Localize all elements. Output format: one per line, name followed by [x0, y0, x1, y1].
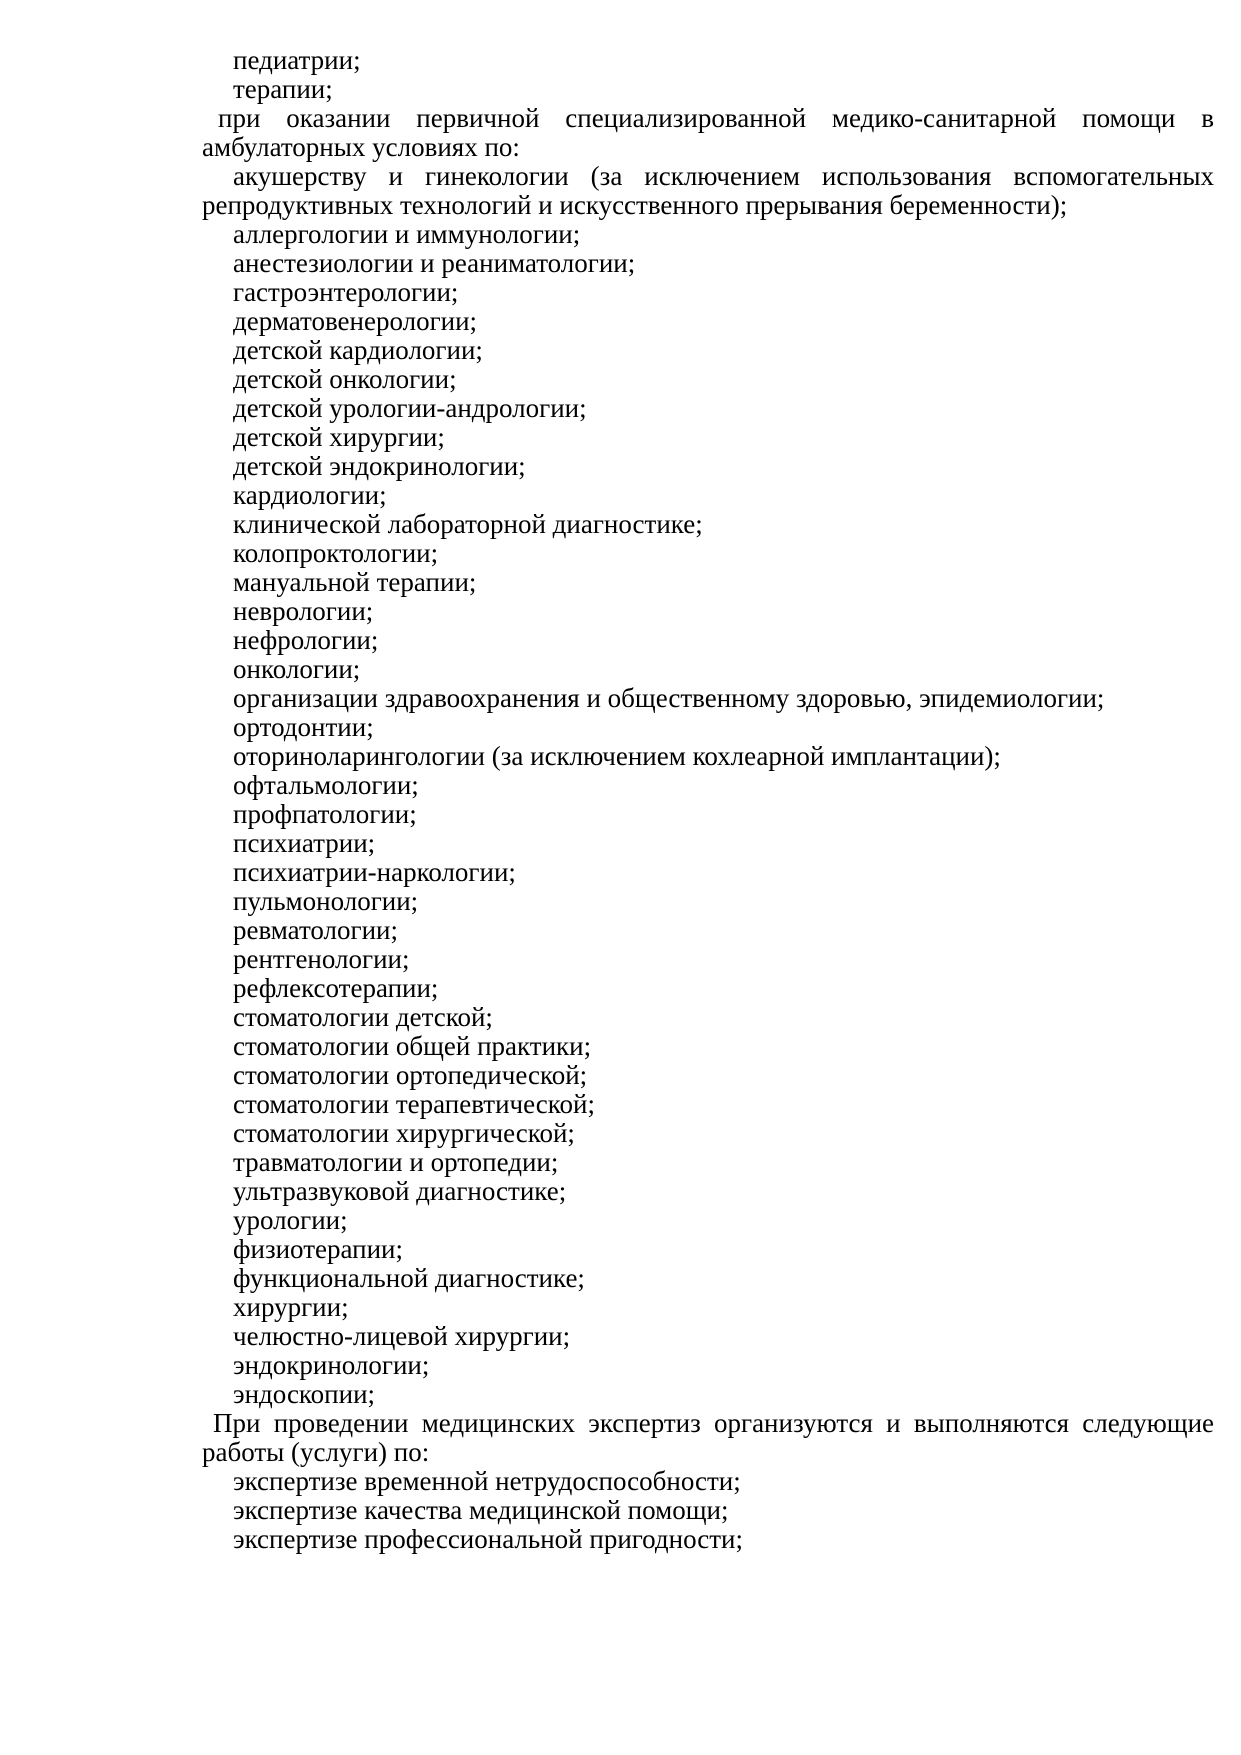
text-line: детской хирургии;	[233, 422, 445, 452]
text-line: терапии;	[233, 74, 333, 104]
text-line: педиатрии;	[233, 45, 361, 75]
text-line: неврологии;	[233, 596, 374, 626]
text-line: хирургии;	[233, 1292, 349, 1322]
text-line: детской эндокринологии;	[233, 451, 526, 481]
text-line: колопроктологии;	[233, 538, 439, 568]
text-line: психиатрии-наркологии;	[233, 857, 516, 887]
text-line: анестезиологии и реаниматологии;	[233, 248, 636, 278]
text-line: стоматологии ортопедической;	[233, 1060, 588, 1090]
text-line: детской урологии-андрологии;	[233, 393, 587, 423]
text-line: психиатрии;	[233, 828, 376, 858]
text-line: функциональной диагностике;	[233, 1263, 585, 1293]
text-line: при оказании первичной специализированной медико-санитарной помощи в	[218, 103, 1214, 133]
text-line: стоматологии детской;	[233, 1002, 493, 1032]
text-line: ортодонтии;	[233, 712, 374, 742]
text-line: амбулаторных условиях по:	[202, 132, 520, 162]
document-lines	[202, 46, 1214, 1554]
text-line: рефлексотерапии;	[233, 973, 439, 1003]
text-line: пульмонологии;	[233, 886, 419, 916]
text-line: кардиологии;	[233, 480, 387, 510]
text-line: детской кардиологии;	[233, 335, 483, 365]
text-line: ревматологии;	[233, 915, 398, 945]
text-line: оториноларингологии (за исключением кохлеарной имплантации);	[233, 741, 1001, 771]
text-line: офтальмологии;	[233, 770, 419, 800]
text-line: ультразвуковой диагностике;	[233, 1176, 567, 1206]
text-line: онкологии;	[233, 654, 361, 684]
text-line: клинической лабораторной диагностике;	[233, 509, 703, 539]
text-line: рентгенологии;	[233, 944, 410, 974]
text-line: дерматовенерологии;	[233, 306, 478, 336]
text-line: профпатологии;	[233, 799, 417, 829]
text-line: организации здравоохранения и общественному здоровью, эпидемиологии;	[233, 683, 1105, 713]
text-line: урологии;	[233, 1205, 348, 1235]
text-line: эндокринологии;	[233, 1350, 430, 1380]
text-line: стоматологии хирургической;	[233, 1118, 575, 1148]
text-line: экспертизе качества медицинской помощи;	[233, 1495, 729, 1525]
text-line: аллергологии и иммунологии;	[233, 219, 581, 249]
text-line: стоматологии общей практики;	[233, 1031, 592, 1061]
text-line: челюстно-лицевой хирургии;	[233, 1321, 571, 1351]
text-line: экспертизе профессиональной пригодности;	[233, 1524, 743, 1554]
text-line: мануальной терапии;	[233, 567, 477, 597]
text-line: нефрологии;	[233, 625, 379, 655]
text-line: гастроэнтерологии;	[233, 277, 459, 307]
text-line: При проведении медицинских экспертиз организуются и выполняются следующие	[213, 1408, 1214, 1438]
text-line: физиотерапии;	[233, 1234, 403, 1264]
text-line: детской онкологии;	[233, 364, 457, 394]
text-line: стоматологии терапевтической;	[233, 1089, 595, 1119]
text-line: работы (услуги) по:	[202, 1437, 430, 1467]
text-line: акушерству и гинекологии (за исключением использования вспомогательных	[233, 161, 1214, 191]
text-line: репродуктивных технологий и искусственного прерывания беременности);	[202, 190, 1068, 220]
text-line: эндоскопии;	[233, 1379, 376, 1409]
text-line: травматологии и ортопедии;	[233, 1147, 559, 1177]
text-line: экспертизе временной нетрудоспособности;	[233, 1466, 741, 1496]
